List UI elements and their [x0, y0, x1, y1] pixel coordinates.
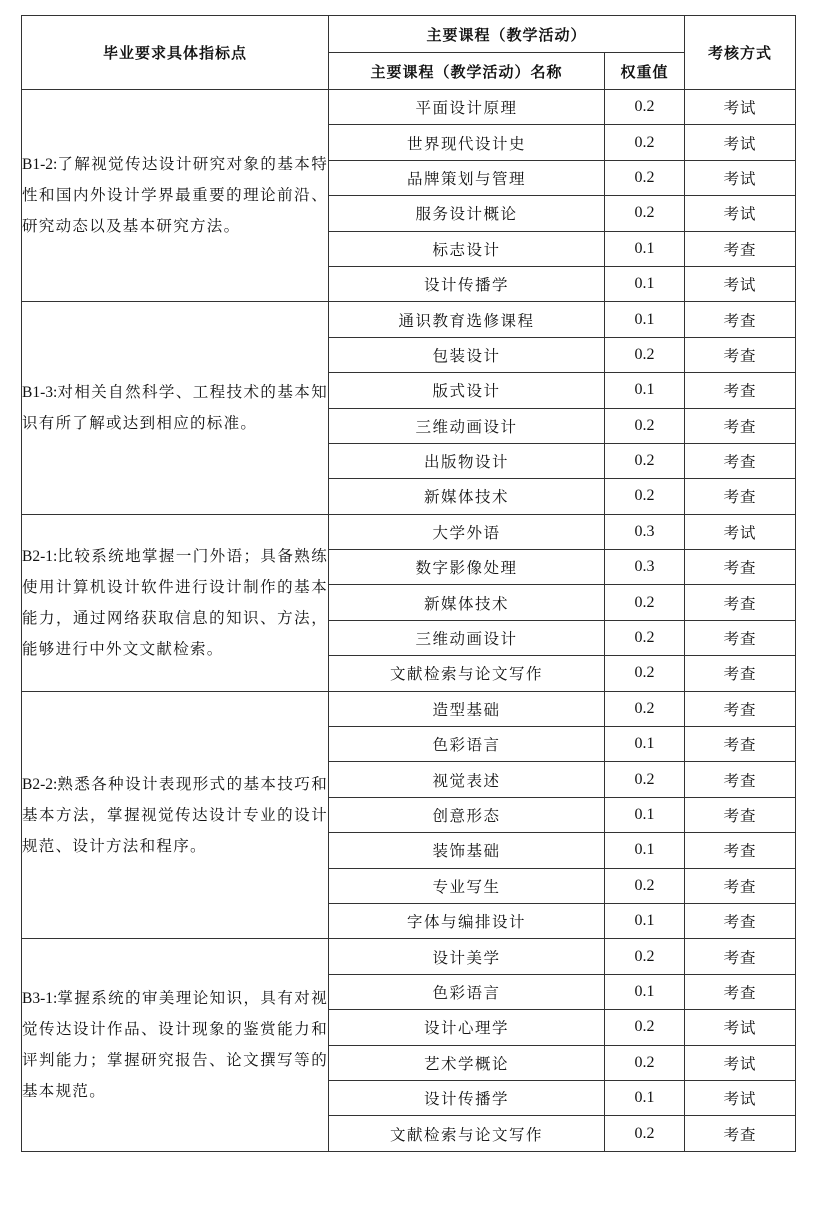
assessment-cell: 考查 [685, 620, 796, 655]
header-assessment: 考核方式 [685, 16, 796, 90]
course-name-cell: 文献检索与论文写作 [329, 1116, 605, 1151]
table-row [22, 691, 796, 726]
indicator-code: B2-1: [22, 547, 58, 565]
course-name-cell: 三维动画设计 [329, 408, 605, 443]
course-name-cell: 设计心理学 [329, 1010, 605, 1045]
weight-cell: 0.2 [605, 90, 685, 125]
course-name-cell: 视觉表述 [329, 762, 605, 797]
requirement-indicator [22, 90, 329, 302]
assessment-cell: 考试 [685, 1010, 796, 1045]
assessment-cell: 考试 [685, 90, 796, 125]
table-row [22, 302, 796, 337]
weight-cell: 0.2 [605, 585, 685, 620]
course-name-cell: 色彩语言 [329, 727, 605, 762]
weight-cell: 0.2 [605, 868, 685, 903]
assessment-cell: 考查 [685, 727, 796, 762]
weight-cell: 0.2 [605, 408, 685, 443]
weight-cell: 0.1 [605, 903, 685, 938]
course-name-cell: 品牌策划与管理 [329, 160, 605, 195]
course-name-cell: 文献检索与论文写作 [329, 656, 605, 691]
indicator-code: B1-2: [22, 156, 58, 174]
weight-cell: 0.1 [605, 302, 685, 337]
requirement-indicator [22, 939, 329, 1151]
indicator-text: 熟悉各种设计表现形式的基本技巧和基本方法，掌握视觉传达设计专业的设计规范、设计方法和程序。 [22, 774, 328, 855]
weight-cell: 0.2 [605, 691, 685, 726]
header-indicator: 毕业要求具体指标点 [22, 16, 329, 90]
assessment-cell: 考查 [685, 656, 796, 691]
weight-cell: 0.2 [605, 656, 685, 691]
indicator-code: B2-2: [22, 775, 58, 793]
weight-cell: 0.3 [605, 514, 685, 549]
weight-cell: 0.2 [605, 1116, 685, 1151]
assessment-cell: 考查 [685, 550, 796, 585]
weight-cell: 0.1 [605, 727, 685, 762]
course-name-cell: 造型基础 [329, 691, 605, 726]
assessment-cell: 考查 [685, 1116, 796, 1151]
course-name-cell: 服务设计概论 [329, 196, 605, 231]
assessment-cell: 考查 [685, 231, 796, 266]
course-name-cell: 新媒体技术 [329, 585, 605, 620]
assessment-cell: 考试 [685, 160, 796, 195]
header-main-courses: 主要课程（教学活动） [329, 16, 685, 53]
assessment-cell: 考试 [685, 514, 796, 549]
course-name-cell: 新媒体技术 [329, 479, 605, 514]
weight-cell: 0.2 [605, 196, 685, 231]
graduation-requirements-table [21, 15, 796, 1152]
requirement-indicator [22, 514, 329, 691]
course-name-cell: 数字影像处理 [329, 550, 605, 585]
assessment-cell: 考试 [685, 196, 796, 231]
indicator-text: 了解视觉传达设计研究对象的基本特性和国内外设计学界最重要的理论前沿、研究动态以及基本研究方法。 [22, 155, 328, 236]
weight-cell: 0.2 [605, 443, 685, 478]
requirement-indicator [22, 302, 329, 514]
course-name-cell: 通识教育选修课程 [329, 302, 605, 337]
table-body [22, 90, 796, 1152]
assessment-cell: 考查 [685, 443, 796, 478]
weight-cell: 0.1 [605, 1080, 685, 1115]
assessment-cell: 考查 [685, 479, 796, 514]
indicator-text: 比较系统地掌握一门外语；具备熟练使用计算机设计软件进行设计制作的基本能力，通过网络获取信息的知识、方法，能够进行中外文文献检索。 [22, 546, 328, 658]
weight-cell: 0.1 [605, 797, 685, 832]
course-name-cell: 设计传播学 [329, 266, 605, 301]
weight-cell: 0.2 [605, 337, 685, 372]
assessment-cell: 考查 [685, 373, 796, 408]
indicator-text: 对相关自然科学、工程技术的基本知识有所了解或达到相应的标准。 [22, 383, 328, 433]
course-name-cell: 艺术学概论 [329, 1045, 605, 1080]
assessment-cell: 考试 [685, 1045, 796, 1080]
assessment-cell: 考查 [685, 408, 796, 443]
weight-cell: 0.1 [605, 833, 685, 868]
assessment-cell: 考查 [685, 903, 796, 938]
weight-cell: 0.1 [605, 974, 685, 1009]
header-weight: 权重值 [605, 53, 685, 90]
assessment-cell: 考查 [685, 337, 796, 372]
weight-cell: 0.3 [605, 550, 685, 585]
weight-cell: 0.2 [605, 620, 685, 655]
assessment-cell: 考查 [685, 939, 796, 974]
course-name-cell: 色彩语言 [329, 974, 605, 1009]
course-name-cell: 大学外语 [329, 514, 605, 549]
table-row [22, 939, 796, 974]
indicator-code: B3-1: [22, 990, 58, 1008]
assessment-cell: 考查 [685, 762, 796, 797]
header-course-name: 主要课程（教学活动）名称 [329, 53, 605, 90]
course-name-cell: 世界现代设计史 [329, 125, 605, 160]
weight-cell: 0.2 [605, 1010, 685, 1045]
course-name-cell: 三维动画设计 [329, 620, 605, 655]
assessment-cell: 考试 [685, 1080, 796, 1115]
weight-cell: 0.2 [605, 479, 685, 514]
weight-cell: 0.2 [605, 125, 685, 160]
assessment-cell: 考试 [685, 125, 796, 160]
course-name-cell: 设计美学 [329, 939, 605, 974]
weight-cell: 0.2 [605, 1045, 685, 1080]
course-name-cell: 专业写生 [329, 868, 605, 903]
indicator-code: B1-3: [22, 384, 58, 402]
assessment-cell: 考查 [685, 585, 796, 620]
weight-cell: 0.1 [605, 266, 685, 301]
assessment-cell: 考查 [685, 868, 796, 903]
indicator-text: 掌握系统的审美理论知识，具有对视觉传达设计作品、设计现象的鉴赏能力和评判能力；掌握研究报告、论文撰写等的基本规范。 [22, 989, 328, 1101]
weight-cell: 0.1 [605, 373, 685, 408]
course-name-cell: 设计传播学 [329, 1080, 605, 1115]
assessment-cell: 考查 [685, 974, 796, 1009]
requirement-indicator [22, 691, 329, 939]
weight-cell: 0.1 [605, 231, 685, 266]
assessment-cell: 考试 [685, 266, 796, 301]
weight-cell: 0.2 [605, 939, 685, 974]
weight-cell: 0.2 [605, 160, 685, 195]
weight-cell: 0.2 [605, 762, 685, 797]
course-name-cell: 出版物设计 [329, 443, 605, 478]
course-name-cell: 平面设计原理 [329, 90, 605, 125]
assessment-cell: 考查 [685, 691, 796, 726]
assessment-cell: 考查 [685, 833, 796, 868]
assessment-cell: 考查 [685, 797, 796, 832]
table-row [22, 90, 796, 125]
course-name-cell: 包装设计 [329, 337, 605, 372]
table-row [22, 514, 796, 549]
assessment-cell: 考查 [685, 302, 796, 337]
course-name-cell: 创意形态 [329, 797, 605, 832]
course-name-cell: 标志设计 [329, 231, 605, 266]
course-name-cell: 版式设计 [329, 373, 605, 408]
course-name-cell: 字体与编排设计 [329, 903, 605, 938]
course-name-cell: 装饰基础 [329, 833, 605, 868]
